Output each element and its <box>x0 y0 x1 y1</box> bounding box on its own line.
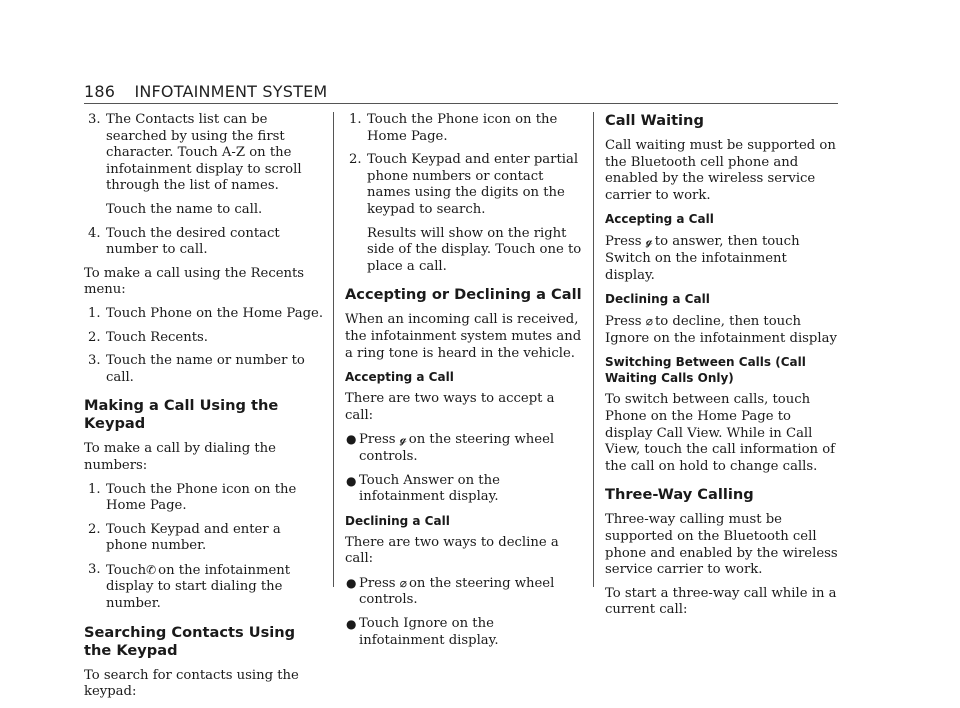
dial-handset-icon: ✆ <box>146 562 157 577</box>
subheading: Switching Between Calls (Call Waiting Calls Only) <box>605 355 806 386</box>
item-number: 1. <box>88 305 101 321</box>
paragraph-text: Press <box>605 234 642 250</box>
bullet-text: Press <box>359 432 396 448</box>
item-note: Touch the name to call. <box>106 201 263 217</box>
item-text: Touch the name or number to call. <box>106 353 305 385</box>
column-divider-2 <box>593 112 594 587</box>
page-number: 186 <box>84 82 116 101</box>
paragraph-text: Press <box>605 314 642 330</box>
item-number: 1. <box>88 481 101 497</box>
bullet-item <box>345 616 583 649</box>
paragraph-text: to decline, then touch Ignore on the infotainment display <box>605 314 837 346</box>
list-item <box>345 112 583 145</box>
decline-ways: There are two ways to decline a call: <box>345 534 559 567</box>
list-item <box>84 112 326 195</box>
item-text: Touch Recents. <box>106 329 208 345</box>
search-intro: To search for contacts using the keypad: <box>84 667 299 700</box>
list-item <box>84 353 326 386</box>
bullet-text: on the steering wheel controls. <box>359 575 555 608</box>
item-number: 1. <box>349 112 362 127</box>
hang-up-icon: ⌀ <box>399 575 407 590</box>
item-text: Touch Keypad and enter partial phone numbers or contact names using the digits on the keypad to search. <box>367 152 579 217</box>
list-item <box>84 226 326 259</box>
item-number: 3. <box>88 112 101 127</box>
threeway-start: To start a three-way call while in a current call: <box>605 585 837 618</box>
bullet-text: Touch Ignore on the infotainment display. <box>359 616 499 648</box>
item-text: Touch the desired contact number to call. <box>106 225 280 258</box>
list-item <box>345 152 583 218</box>
section-heading: Searching Contacts Using the Keypad <box>84 623 296 659</box>
subheading: Accepting a Call <box>345 370 454 385</box>
paragraph-text: to answer, then touch Switch on the infotainment display. <box>605 234 800 283</box>
bullet-item <box>345 575 583 609</box>
item-number: 2. <box>88 521 101 537</box>
item-text: on the infotainment display to start dialing the number. <box>106 562 291 612</box>
hang-up-icon: ⌀ <box>645 314 653 329</box>
bullet-icon: ● <box>346 617 357 632</box>
header-divider <box>84 103 838 104</box>
decline-text <box>605 313 840 347</box>
recents-intro: To make a call using the Recents menu: <box>84 265 305 298</box>
switching-text: To switch between calls, touch Phone on the Home Page to display Call View. While in Call View, touch the call information of the call on hold to change calls. <box>605 392 836 474</box>
section-heading: Making a Call Using the Keypad <box>84 397 279 433</box>
list-item <box>84 482 326 515</box>
list-item <box>84 522 326 555</box>
column-2 <box>345 112 583 656</box>
item-text: Touch Keypad and enter a phone number. <box>106 521 281 554</box>
keypad-intro: To make a call by dialing the numbers: <box>84 441 276 473</box>
item-text: The Contacts list can be searched by using the first character. Touch A-Z on the infotainment display to scroll through the list of names. <box>106 112 302 194</box>
section-heading: Three-Way Calling <box>605 486 754 504</box>
item-number: 2. <box>349 152 362 168</box>
item-note: Results will show on the right side of the display. Touch one to place a call. <box>367 225 582 274</box>
accept-intro: When an incoming call is received, the infotainment system mutes and a ring tone is heard in the vehicle. <box>345 312 582 361</box>
list-item <box>84 330 326 347</box>
list-item <box>84 562 326 613</box>
item-number: 3. <box>88 353 101 369</box>
subheading: Accepting a Call <box>605 212 714 227</box>
column-divider-1 <box>333 112 334 587</box>
item-number: 4. <box>88 225 101 241</box>
item-text: Touch Phone on the Home Page. <box>106 305 324 321</box>
bullet-icon: ● <box>346 432 357 447</box>
bullet-icon: ● <box>346 575 357 590</box>
subheading: Declining a Call <box>605 292 710 307</box>
threeway-intro: Three-way calling must be supported on the Bluetooth cell phone and enabled by the wireless service carrier to work. <box>605 512 838 578</box>
column-3 <box>605 112 840 626</box>
bullet-text: on the steering wheel controls. <box>359 432 555 464</box>
item-number: 2. <box>88 329 101 345</box>
bullet-icon: ● <box>346 473 357 488</box>
list-item <box>84 306 326 323</box>
section-heading: Call Waiting <box>605 112 704 129</box>
section-heading: Accepting or Declining a Call <box>345 286 582 304</box>
accept-text <box>605 233 840 284</box>
section-title: INFOTAINMENT SYSTEM <box>134 82 328 101</box>
subheading: Declining a Call <box>345 513 450 528</box>
item-number: 3. <box>88 561 101 577</box>
bullet-item <box>345 431 583 465</box>
item-text: Touch the Phone icon on the Home Page. <box>367 112 558 144</box>
bullet-item <box>345 473 583 506</box>
item-text: Touch the Phone icon on the Home Page. <box>106 481 297 514</box>
page-header <box>84 82 838 104</box>
column-1 <box>84 112 326 708</box>
phone-steering-icon: 𝓰 <box>399 432 407 447</box>
phone-steering-icon: 𝓰 <box>645 234 653 249</box>
bullet-text: Press <box>359 575 396 591</box>
bullet-text: Touch Answer on the infotainment display. <box>359 472 500 505</box>
accept-ways: There are two ways to accept a call: <box>345 391 555 423</box>
waiting-intro: Call waiting must be supported on the Bluetooth cell phone and enabled by the wireless service carrier to work. <box>605 138 836 203</box>
item-text: Touch <box>106 562 147 578</box>
